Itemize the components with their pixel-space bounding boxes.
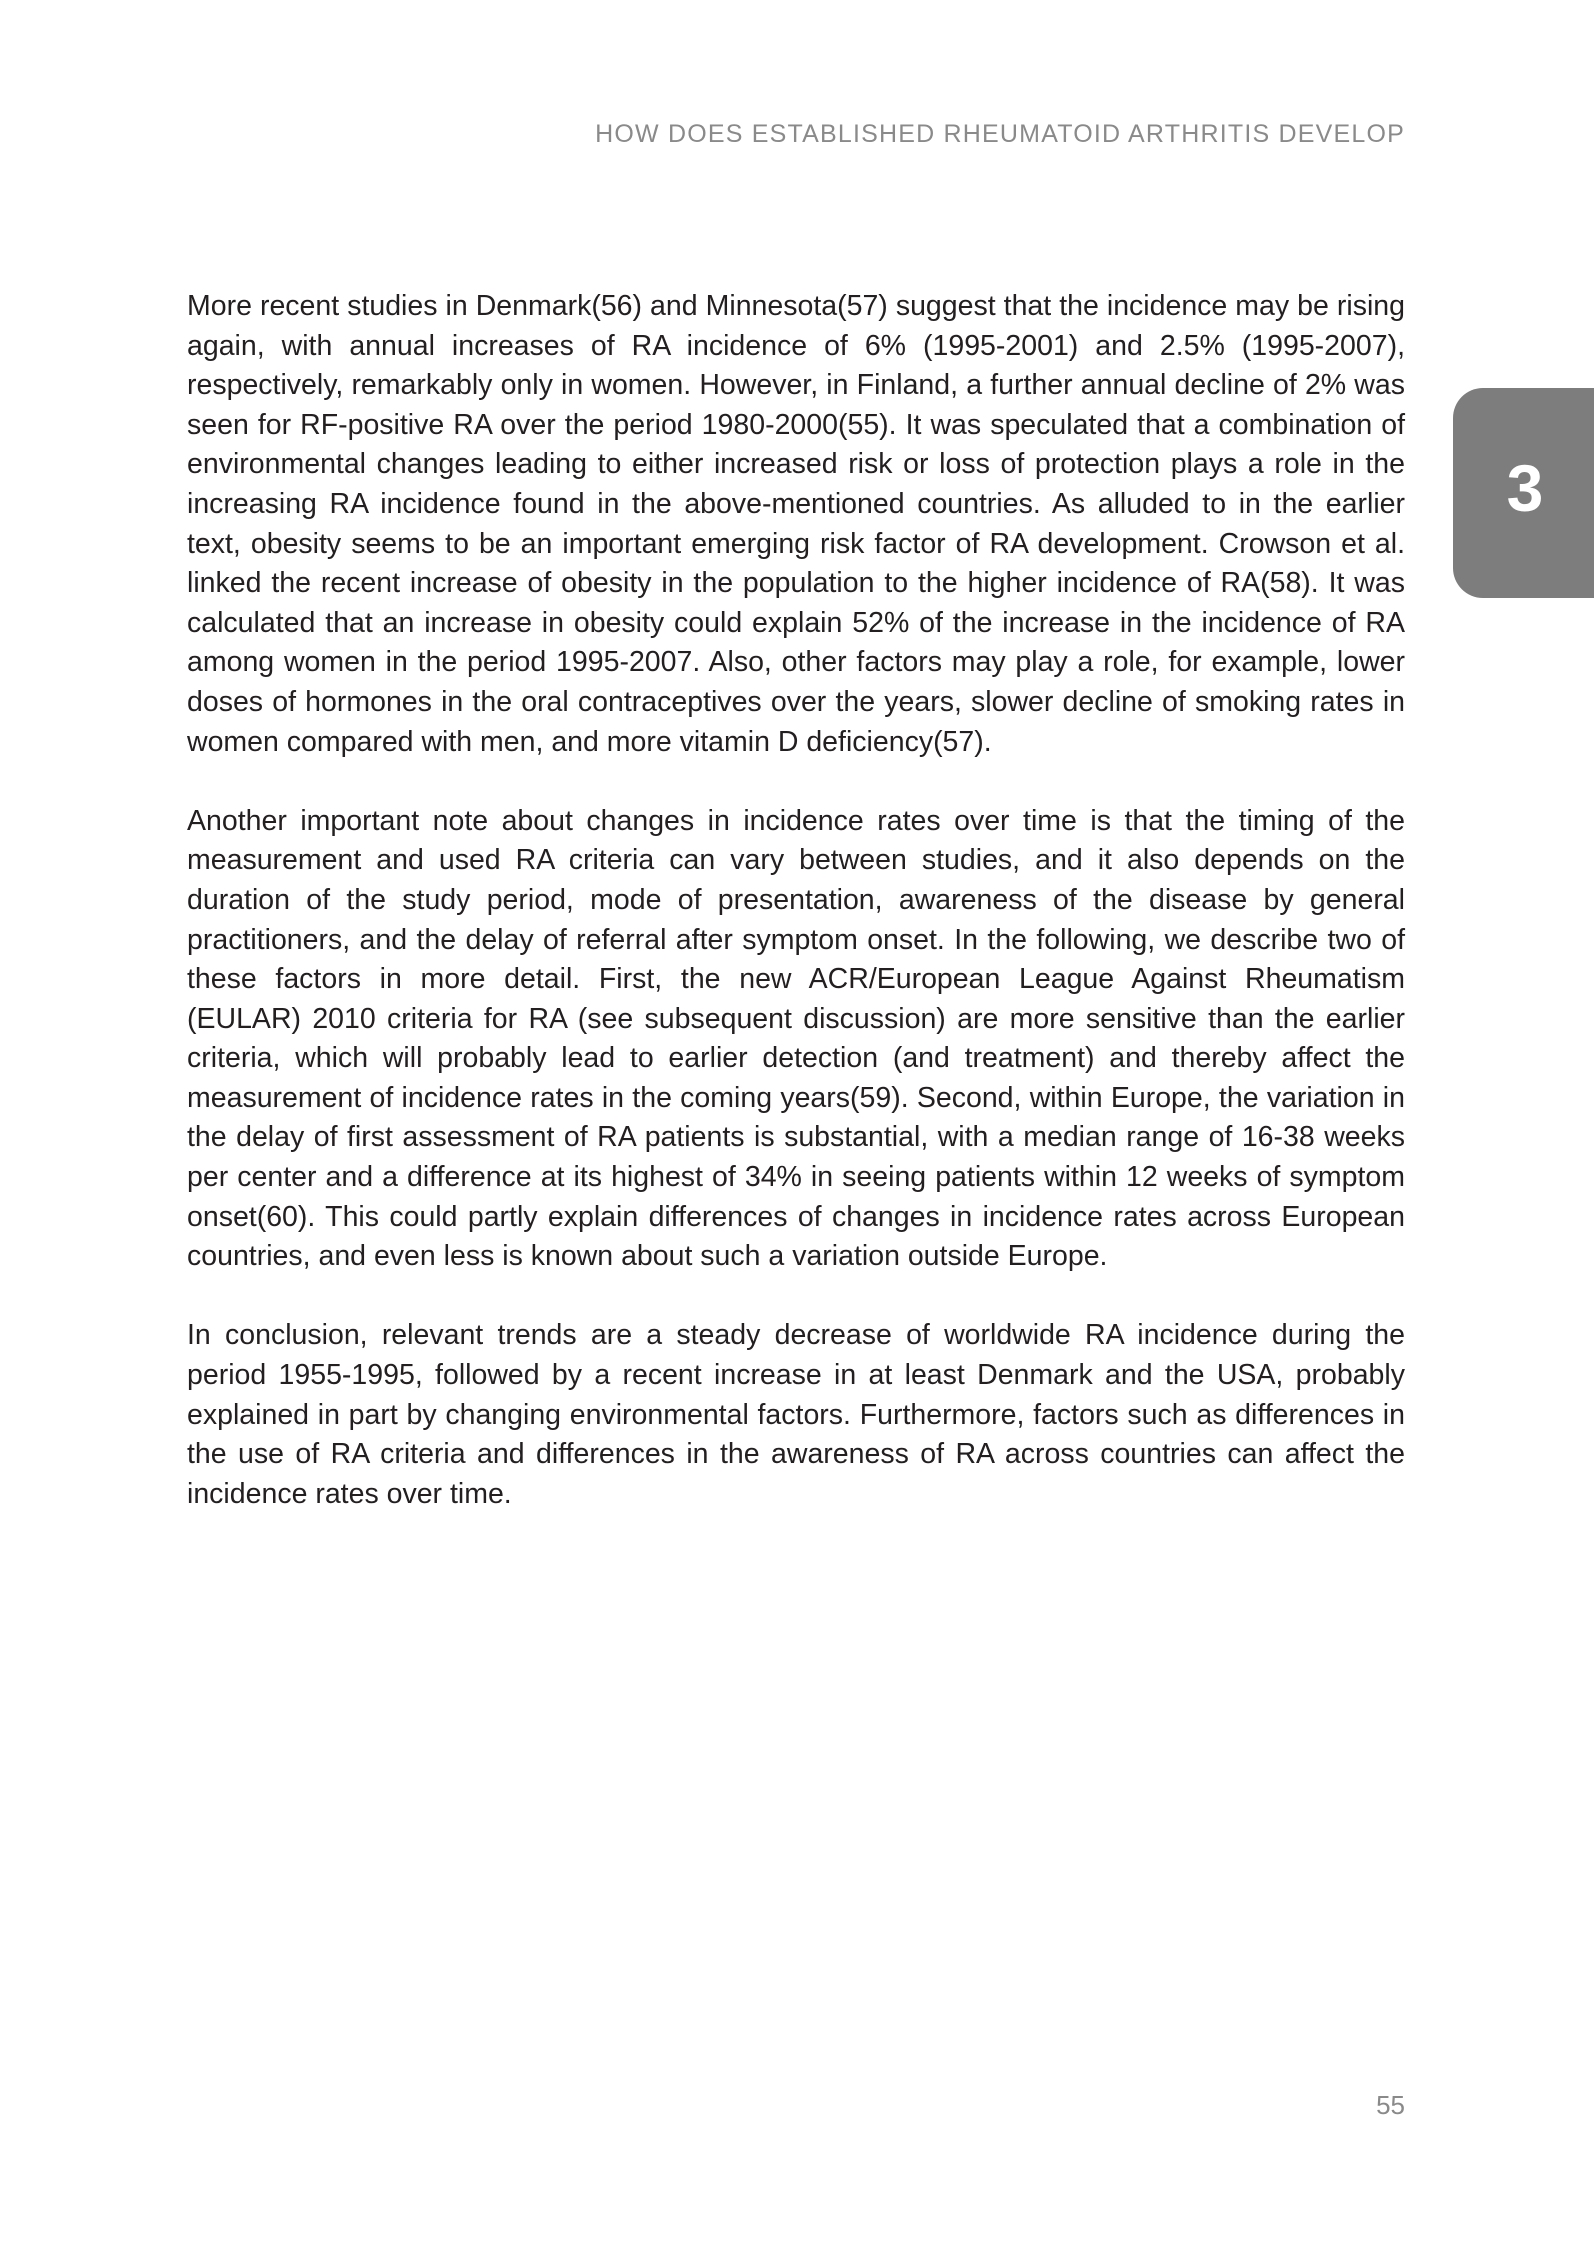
paragraph-2: Another important note about changes in incidence rates over time is that the timing of the measurement and used RA criteria can vary between studies, and it also depends on the duration of the study period, mode of presentation, awareness of the disease by general practitioners, and the delay of referral after symptom onset. In the following, we describe two of these factors in more detail. First, the new ACR/European League Against Rheumatism (EULAR) 2010 criteria for RA (see subsequent discussion) are more sensitive than the earlier criteria, which will probably lead to earlier detection (and treatment) and thereby affect the measurement of incidence rates in the coming years(59). Second, within Europe, the variation in the delay of first assessment of RA patients is substantial, with a median range of 16-38 weeks per center and a difference at its highest of 34% in seeing patients within 12 weeks of symptom onset(60). This could partly explain differences of changes in incidence rates across European countries, and even less is known about such a variation outside Europe.: [187, 804, 1405, 1273]
running-header: HOW DOES ESTABLISHED RHEUMATOID ARTHRITIS DEVELOP: [595, 120, 1405, 148]
page-number: 55: [1376, 2090, 1405, 2120]
body-text: [187, 287, 1405, 1554]
paragraph-1: More recent studies in Denmark(56) and Minnesota(57) suggest that the incidence may be rising again, with annual increases of RA incidence of 6% (1995-2001) and 2.5% (1995-2007), respectively, remarkably only in women. However, in Finland, a further annual decline of 2% was seen for RF-positive RA over the period 1980-2000(55). It was speculated that a combination of environmental changes leading to either increased risk or loss of protection plays a role in the increasing RA incidence found in the above-mentioned countries. As alluded to in the earlier text, obesity seems to be an important emerging risk factor of RA development. Crowson et al. linked the recent increase of obesity in the population to the higher incidence of RA(58). It was calculated that an increase in obesity could explain 52% of the increase in the incidence of RA among women in the period 1995-2007. Also, other factors may play a role, for example, lower doses of hormones in the oral contraceptives over the years, slower decline of smoking rates in women compared with men, and more vitamin D deficiency(57).: [187, 290, 1405, 758]
paragraph-3: In conclusion, relevant trends are a steady decrease of worldwide RA incidence during the period 1955-1995, followed by a recent increase in at least Denmark and the USA, probably explained in part by changing environmental factors. Furthermore, factors such as differences in the use of RA criteria and differences in the awareness of RA across countries can affect the incidence rates over time.: [187, 1319, 1405, 1510]
chapter-number: 3: [1506, 451, 1544, 525]
